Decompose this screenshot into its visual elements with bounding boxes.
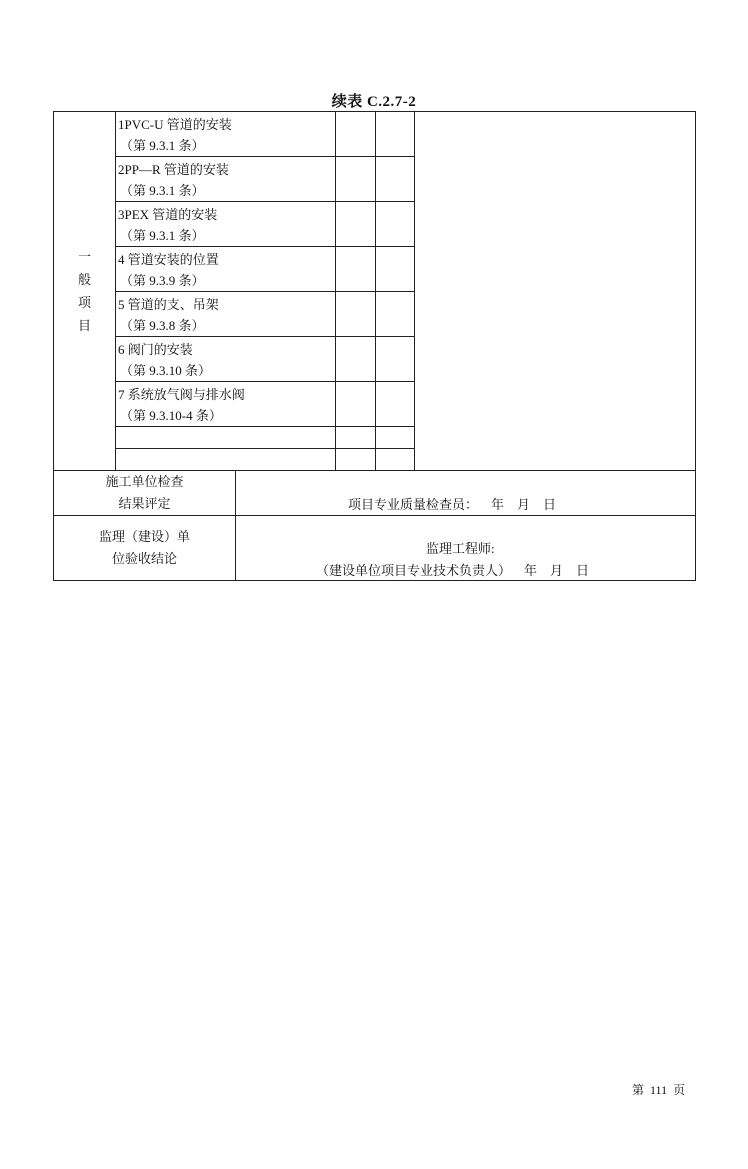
item-cell [116,337,336,382]
supervision-conclusion[interactable] [236,516,696,581]
item-name: 7 系统放气阀与排水阀 [118,387,245,402]
supervision-engineer-label: 监理工程师: [426,541,495,556]
check-cell[interactable] [336,202,376,247]
item-ref: （第 9.3.1 条） [120,183,205,198]
category-char: 一 [77,249,91,264]
check-cell[interactable] [376,157,415,202]
item-cell [116,157,336,202]
item-name: 2PP—R 管道的安装 [118,162,229,177]
item-name: 6 阀门的安装 [118,342,193,357]
item-cell [116,202,336,247]
item-ref: （第 9.3.1 条） [120,228,205,243]
check-cell[interactable] [376,112,415,157]
check-cell[interactable] [336,382,376,427]
check-cell[interactable] [376,449,415,471]
blank-item-cell[interactable] [116,449,336,471]
item-cell [116,112,336,157]
quality-inspector-signature: 项目专业质量检查员： 年 月 日 [348,497,557,512]
item-ref: （第 9.3.9 条） [120,273,205,288]
check-cell[interactable] [336,247,376,292]
check-cell[interactable] [336,112,376,157]
check-cell[interactable] [376,247,415,292]
owner-technical-lead-signature: （建设单位项目专业技术负责人） 年 月 日 [316,563,590,578]
item-cell [116,292,336,337]
item-ref: （第 9.3.1 条） [120,138,205,153]
category-char: 目 [77,318,91,333]
check-cell[interactable] [336,449,376,471]
item-ref: （第 9.3.10-4 条） [120,408,222,423]
construction-label-line1: 施工单位检查 [105,474,184,489]
blank-item-cell[interactable] [116,427,336,449]
item-name: 3PEX 管道的安装 [118,207,218,222]
item-cell [116,382,336,427]
check-cell[interactable] [336,292,376,337]
table-title: 续表 C.2.7-2 [331,94,417,110]
check-cell[interactable] [376,292,415,337]
check-cell[interactable] [336,427,376,449]
item-ref: （第 9.3.8 条） [120,318,205,333]
remarks-cell[interactable] [415,112,696,471]
check-cell[interactable] [376,382,415,427]
supervision-label-line2: 位验收结论 [111,551,177,566]
construction-label-line2: 结果评定 [118,496,171,511]
check-cell[interactable] [376,337,415,382]
construction-check-result[interactable] [236,471,696,516]
inspection-table [53,111,696,581]
check-cell[interactable] [376,202,415,247]
check-cell[interactable] [376,427,415,449]
item-name: 4 管道安装的位置 [118,252,219,267]
page-number: 第 111 页 [632,1083,686,1097]
check-cell[interactable] [336,157,376,202]
item-ref: （第 9.3.10 条） [120,363,212,378]
item-name: 1PVC-U 管道的安装 [118,117,232,132]
check-cell[interactable] [336,337,376,382]
supervision-label [54,516,236,581]
general-items-category [54,112,116,471]
category-char: 般 [77,272,91,287]
category-char: 项 [77,295,91,310]
supervision-label-line1: 监理（建设）单 [98,529,190,544]
item-cell [116,247,336,292]
construction-check-label [54,471,236,516]
item-name: 5 管道的支、吊架 [118,297,219,312]
